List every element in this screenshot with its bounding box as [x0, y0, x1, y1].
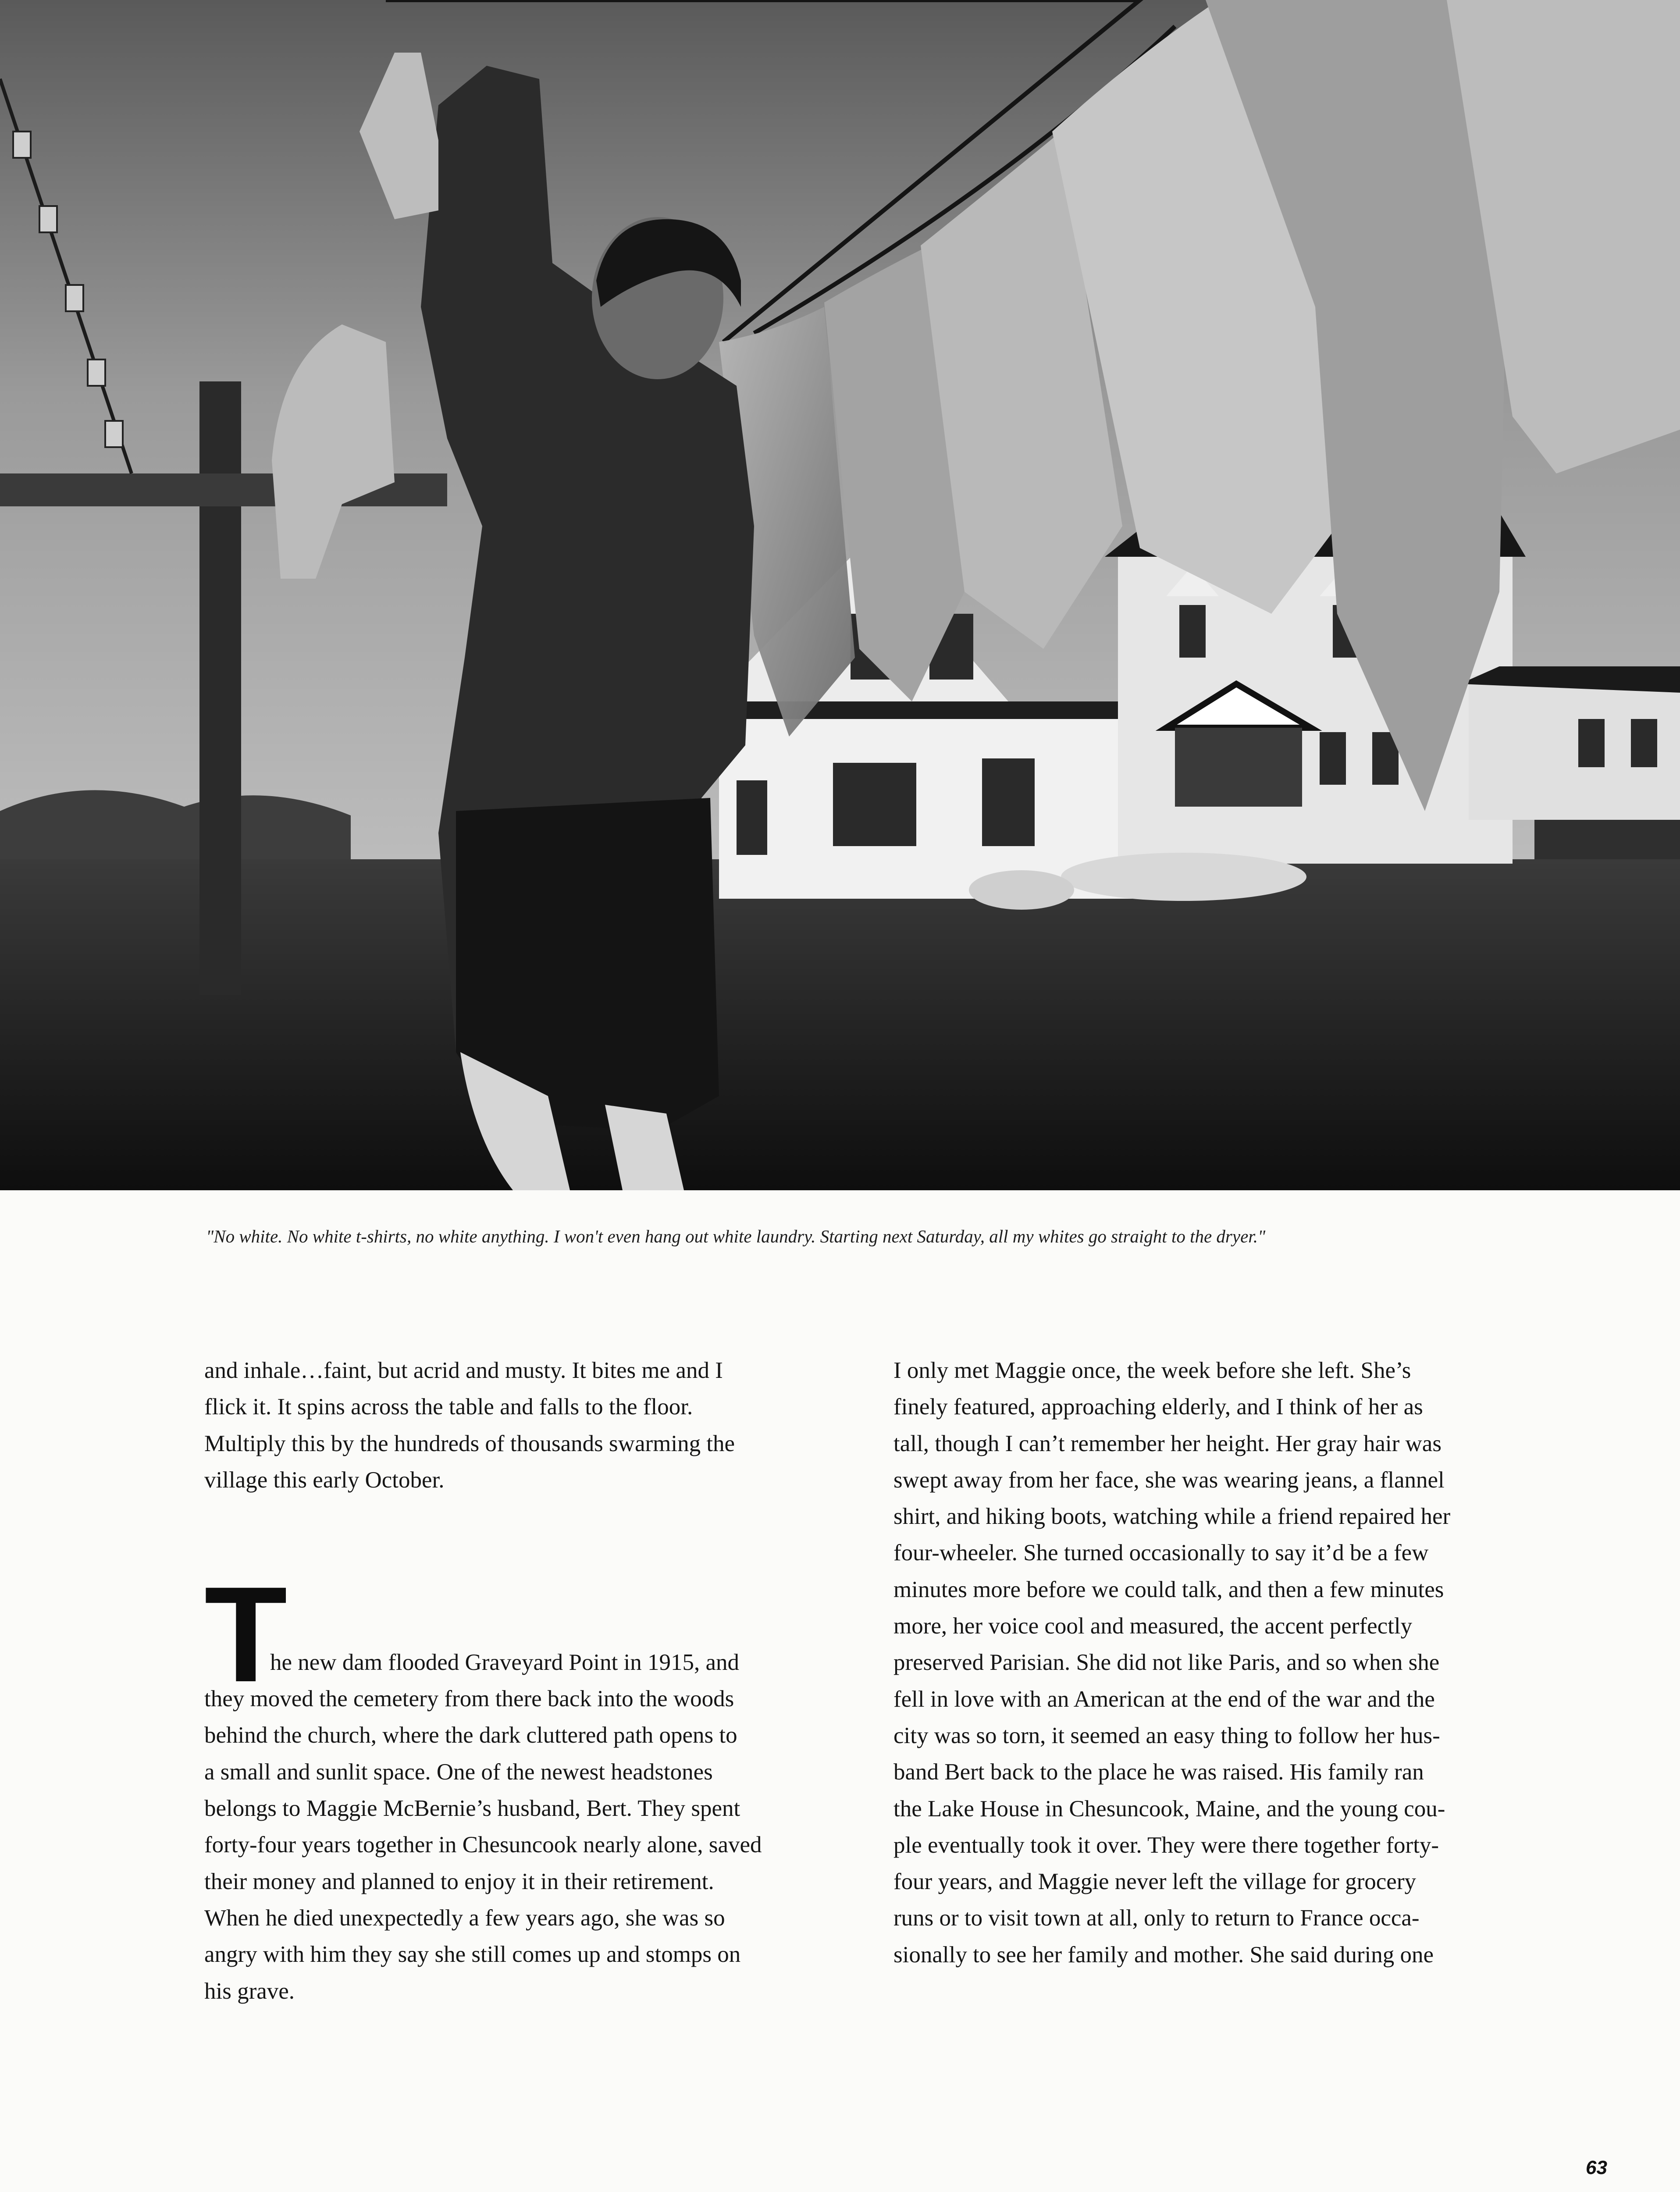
- page-number: 63: [1586, 2157, 1607, 2178]
- text-line: minutes more before we could talk, and then a few minutes: [893, 1576, 1444, 1602]
- text-line: sionally to see her family and mother. She said during one: [893, 1942, 1434, 1968]
- text-line: behind the church, where the dark cluttered path opens to: [204, 1722, 737, 1748]
- text-line: and inhale…faint, but acrid and musty. It bites me and I: [204, 1358, 723, 1383]
- text-line: band Bert back to the place he was raised. His family ran: [893, 1759, 1424, 1785]
- text-line: preserved Parisian. She did not like Paris, and so when she: [893, 1650, 1440, 1676]
- left-column: [204, 1352, 796, 2010]
- text-line: angry with him they say she still comes up and stomps on: [204, 1942, 741, 1968]
- text-line: tall, though I can’t remember her height. Her gray hair was: [893, 1430, 1442, 1456]
- text-line: more, her voice cool and measured, the accent perfectly: [893, 1613, 1413, 1639]
- text-line: a small and sunlit space. One of the newest headstones: [204, 1759, 713, 1785]
- text-line: I only met Maggie once, the week before she left. She’s: [893, 1358, 1411, 1383]
- text-line: fell in love with an American at the end of the war and the: [893, 1686, 1435, 1712]
- text-line: city was so torn, it seemed an easy thing to follow her hus-: [893, 1722, 1440, 1748]
- text-line: forty-four years together in Chesuncook nearly alone, saved: [204, 1832, 762, 1858]
- drop-cap: T: [204, 1558, 283, 1711]
- paragraph-gap: [204, 1498, 796, 1608]
- text-line: finely featured, approaching elderly, and I think of her as: [893, 1394, 1423, 1420]
- text-line: four years, and Maggie never left the village for grocery: [893, 1869, 1416, 1895]
- text-line: runs or to visit town at all, only to return to France occa-: [893, 1905, 1420, 1931]
- text-line: village this early October.: [204, 1467, 445, 1493]
- right-column: [893, 1352, 1485, 1973]
- photo-caption: "No white. No white t-shirts, no white anything. I won't even hang out white laundry. Starting next Saturday, all my whites go straight to the dryer.": [206, 1226, 1266, 1246]
- text-line: the Lake House in Chesuncook, Maine, and the young cou-: [893, 1796, 1445, 1822]
- text-line: Multiply this by the hundreds of thousands swarming the: [204, 1430, 735, 1456]
- text-line: four-wheeler. She turned occasionally to say it’d be a few: [893, 1540, 1429, 1566]
- text-line: his grave.: [204, 1978, 295, 2004]
- text-line: belongs to Maggie McBernie’s husband, Bert. They spent: [204, 1796, 740, 1822]
- text-line: swept away from her face, she was wearing jeans, a flannel: [893, 1467, 1445, 1493]
- text-line: When he died unexpectedly a few years ago, she was so: [204, 1905, 725, 1931]
- text-line: shirt, and hiking boots, watching while a friend repaired her: [893, 1504, 1451, 1530]
- text-line: flick it. It spins across the table and falls to the floor.: [204, 1394, 693, 1420]
- text-line: their money and planned to enjoy it in their retirement.: [204, 1868, 714, 1894]
- text-line: ple eventually took it over. They were there together forty-: [893, 1832, 1439, 1858]
- text-line: they moved the cemetery from there back into the woods: [204, 1686, 734, 1712]
- text-line: he new dam flooded Graveyard Point in 1915, and: [270, 1649, 740, 1675]
